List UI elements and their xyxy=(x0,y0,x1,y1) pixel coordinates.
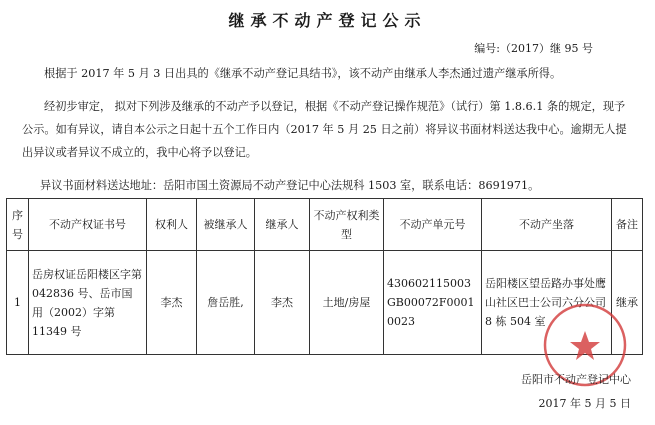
cell-cert-number: 岳房权证岳阳楼区字第 042836 号、岳市国用（2002）字第 11349 号 xyxy=(29,251,147,355)
paragraph-review: 经初步审定， 拟对下列涉及继承的不动产予以登记，根据《不动产登记操作规范》（试行）第 1.8.6.1 条的规定，现予公示。如有异议，请自本公示之日起十五个工作日内（2017 年 5 月 25 日之前）将异议书面材料送达我中心。逾期无人提出异议或者异议不成立的，我中心将予以登记。 xyxy=(22,100,627,159)
table-header-row xyxy=(7,199,643,251)
cell-index: 1 xyxy=(7,251,29,355)
header-remark: 备注 xyxy=(612,199,643,251)
paragraph-basis: 根据于 2017 年 5 月 3 日出具的《继承不动产登记具结书》，该不动产由继承人李杰通过遗产继承所得。 xyxy=(44,67,562,80)
cell-location: 岳阳楼区望岳路办事处鹰山社区巴士公司六分公司 8 栋 504 室 xyxy=(482,251,612,355)
document-title: 继承不动产登记公示 xyxy=(228,11,427,30)
cell-heir: 李杰 xyxy=(255,251,310,355)
issuer-name: 岳阳市不动产登记中心 xyxy=(521,373,631,386)
cell-unit-number: 430602115003 GB00072F0001 0023 xyxy=(384,251,482,355)
header-unit-number: 不动产单元号 xyxy=(384,199,482,251)
cell-right-holder: 李杰 xyxy=(147,251,197,355)
paragraph-address: 异议书面材料送达地址：岳阳市国土资源局不动产登记中心法规科 1503 室，联系电话：8691971。 xyxy=(40,179,540,192)
document-number: 编号:（2017）继 95 号 xyxy=(474,42,593,55)
cell-remark: 继承 xyxy=(612,251,643,355)
header-cert-number: 不动产权证书号 xyxy=(29,199,147,251)
header-right-holder: 权利人 xyxy=(147,199,197,251)
cell-decedent: 詹岳胜, xyxy=(197,251,255,355)
header-right-type: 不动产权利类型 xyxy=(310,199,384,251)
header-decedent: 被继承人 xyxy=(197,199,255,251)
header-index: 序号 xyxy=(7,199,29,251)
header-heir: 继承人 xyxy=(255,199,310,251)
issue-date: 2017 年 5 月 5 日 xyxy=(538,397,631,410)
cell-right-type: 土地/房屋 xyxy=(310,251,384,355)
header-location: 不动产坐落 xyxy=(482,199,612,251)
